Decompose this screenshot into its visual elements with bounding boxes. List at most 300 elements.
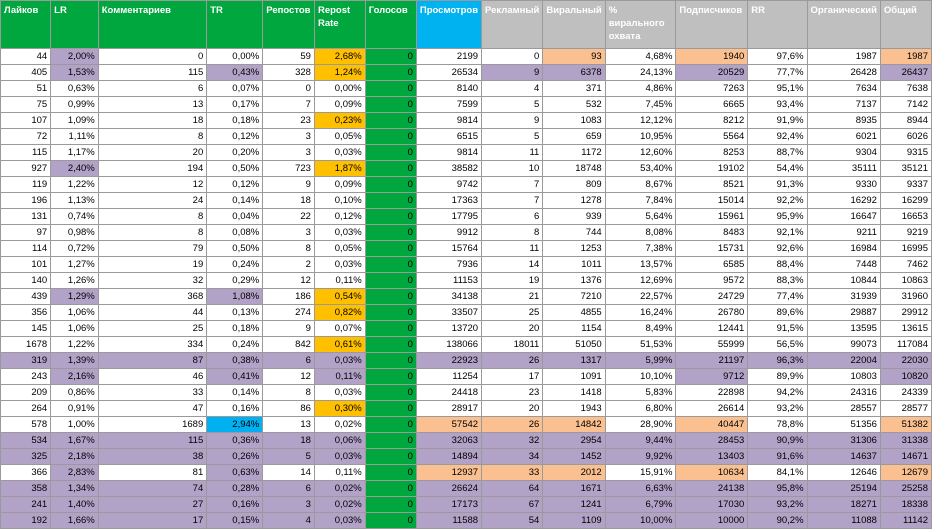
column-header[interactable]: TR bbox=[207, 1, 263, 49]
table-cell[interactable]: 2,83% bbox=[51, 465, 99, 481]
table-cell[interactable]: 44 bbox=[98, 305, 206, 321]
table-cell[interactable]: 9219 bbox=[880, 225, 931, 241]
table-cell[interactable]: 11142 bbox=[880, 513, 931, 529]
table-cell[interactable]: 25 bbox=[482, 305, 543, 321]
table-cell[interactable]: 20529 bbox=[676, 65, 748, 81]
table-cell[interactable]: 0,02% bbox=[314, 497, 365, 513]
table-cell[interactable]: 8,67% bbox=[605, 177, 676, 193]
table-cell[interactable]: 64 bbox=[482, 481, 543, 497]
table-cell[interactable]: 325 bbox=[1, 449, 51, 465]
table-cell[interactable]: 0,24% bbox=[207, 257, 263, 273]
table-cell[interactable]: 33 bbox=[98, 385, 206, 401]
table-cell[interactable]: 16647 bbox=[807, 209, 880, 225]
table-cell[interactable]: 8,49% bbox=[605, 321, 676, 337]
table-cell[interactable]: 96,3% bbox=[748, 353, 807, 369]
table-cell[interactable]: 5 bbox=[263, 449, 315, 465]
table-cell[interactable]: 0 bbox=[365, 385, 416, 401]
table-cell[interactable]: 40447 bbox=[676, 417, 748, 433]
table-cell[interactable]: 4855 bbox=[543, 305, 605, 321]
table-cell[interactable]: 0,91% bbox=[51, 401, 99, 417]
table-cell[interactable]: 33507 bbox=[416, 305, 481, 321]
table-cell[interactable]: 15,91% bbox=[605, 465, 676, 481]
table-cell[interactable]: 0,00% bbox=[207, 49, 263, 65]
table-cell[interactable]: 91,3% bbox=[748, 177, 807, 193]
table-cell[interactable]: 1011 bbox=[543, 257, 605, 273]
table-cell[interactable]: 91,9% bbox=[748, 113, 807, 129]
table-cell[interactable]: 319 bbox=[1, 353, 51, 369]
table-cell[interactable]: 10820 bbox=[880, 369, 931, 385]
table-cell[interactable]: 6515 bbox=[416, 129, 481, 145]
table-cell[interactable]: 0,05% bbox=[314, 129, 365, 145]
table-cell[interactable]: 17795 bbox=[416, 209, 481, 225]
table-cell[interactable]: 24729 bbox=[676, 289, 748, 305]
table-cell[interactable]: 1241 bbox=[543, 497, 605, 513]
table-cell[interactable]: 9912 bbox=[416, 225, 481, 241]
table-cell[interactable]: 54,4% bbox=[748, 161, 807, 177]
table-cell[interactable]: 21197 bbox=[676, 353, 748, 369]
table-cell[interactable]: 0,14% bbox=[207, 385, 263, 401]
table-cell[interactable]: 7936 bbox=[416, 257, 481, 273]
table-cell[interactable]: 91,5% bbox=[748, 321, 807, 337]
table-cell[interactable]: 1,22% bbox=[51, 177, 99, 193]
table-cell[interactable]: 368 bbox=[98, 289, 206, 305]
table-cell[interactable]: 51382 bbox=[880, 417, 931, 433]
table-cell[interactable]: 5 bbox=[482, 129, 543, 145]
table-cell[interactable]: 7142 bbox=[880, 97, 931, 113]
table-cell[interactable]: 87 bbox=[98, 353, 206, 369]
table-cell[interactable]: 7634 bbox=[807, 81, 880, 97]
table-cell[interactable]: 26614 bbox=[676, 401, 748, 417]
table-cell[interactable]: 8521 bbox=[676, 177, 748, 193]
table-cell[interactable]: 14637 bbox=[807, 449, 880, 465]
table-cell[interactable]: 10,00% bbox=[605, 513, 676, 529]
table-cell[interactable]: 24 bbox=[98, 193, 206, 209]
table-cell[interactable]: 0,38% bbox=[207, 353, 263, 369]
table-cell[interactable]: 0,61% bbox=[314, 337, 365, 353]
table-cell[interactable]: 77,4% bbox=[748, 289, 807, 305]
table-cell[interactable]: 15731 bbox=[676, 241, 748, 257]
table-cell[interactable]: 10,10% bbox=[605, 369, 676, 385]
table-cell[interactable]: 0,03% bbox=[314, 353, 365, 369]
table-cell[interactable]: 9315 bbox=[880, 145, 931, 161]
table-cell[interactable]: 93 bbox=[543, 49, 605, 65]
table-cell[interactable]: 16995 bbox=[880, 241, 931, 257]
table-cell[interactable]: 22923 bbox=[416, 353, 481, 369]
table-cell[interactable]: 72 bbox=[1, 129, 51, 145]
table-cell[interactable]: 0,03% bbox=[314, 513, 365, 529]
table-cell[interactable]: 0 bbox=[482, 49, 543, 65]
table-cell[interactable]: 114 bbox=[1, 241, 51, 257]
table-cell[interactable]: 0,03% bbox=[314, 257, 365, 273]
table-cell[interactable]: 12,60% bbox=[605, 145, 676, 161]
table-cell[interactable]: 6 bbox=[98, 81, 206, 97]
table-cell[interactable]: 0 bbox=[365, 337, 416, 353]
table-cell[interactable]: 1,09% bbox=[51, 113, 99, 129]
table-cell[interactable]: 0,03% bbox=[314, 385, 365, 401]
table-cell[interactable]: 13595 bbox=[807, 321, 880, 337]
table-cell[interactable]: 1,08% bbox=[207, 289, 263, 305]
table-cell[interactable]: 51 bbox=[1, 81, 51, 97]
table-cell[interactable]: 0 bbox=[365, 513, 416, 529]
table-cell[interactable]: 86 bbox=[263, 401, 315, 417]
table-cell[interactable]: 0,26% bbox=[207, 449, 263, 465]
table-cell[interactable]: 0,17% bbox=[207, 97, 263, 113]
table-cell[interactable]: 88,4% bbox=[748, 257, 807, 273]
table-cell[interactable]: 22030 bbox=[880, 353, 931, 369]
table-cell[interactable]: 18748 bbox=[543, 161, 605, 177]
table-cell[interactable]: 264 bbox=[1, 401, 51, 417]
table-cell[interactable]: 1,00% bbox=[51, 417, 99, 433]
table-cell[interactable]: 328 bbox=[263, 65, 315, 81]
table-cell[interactable]: 5 bbox=[482, 97, 543, 113]
table-cell[interactable]: 67 bbox=[482, 497, 543, 513]
column-header[interactable]: RR bbox=[748, 1, 807, 49]
table-cell[interactable]: 0,82% bbox=[314, 305, 365, 321]
table-cell[interactable]: 1109 bbox=[543, 513, 605, 529]
table-cell[interactable]: 131 bbox=[1, 209, 51, 225]
table-cell[interactable]: 8212 bbox=[676, 113, 748, 129]
table-cell[interactable]: 6 bbox=[263, 481, 315, 497]
table-cell[interactable]: 22 bbox=[263, 209, 315, 225]
table-cell[interactable]: 24138 bbox=[676, 481, 748, 497]
table-cell[interactable]: 15014 bbox=[676, 193, 748, 209]
table-cell[interactable]: 0,23% bbox=[314, 113, 365, 129]
table-cell[interactable]: 26437 bbox=[880, 65, 931, 81]
table-cell[interactable]: 0,98% bbox=[51, 225, 99, 241]
table-cell[interactable]: 56,5% bbox=[748, 337, 807, 353]
table-cell[interactable]: 99073 bbox=[807, 337, 880, 353]
table-cell[interactable]: 88,7% bbox=[748, 145, 807, 161]
table-cell[interactable]: 6021 bbox=[807, 129, 880, 145]
table-cell[interactable]: 6665 bbox=[676, 97, 748, 113]
table-cell[interactable]: 101 bbox=[1, 257, 51, 273]
table-cell[interactable]: 0 bbox=[365, 321, 416, 337]
table-cell[interactable]: 7448 bbox=[807, 257, 880, 273]
table-cell[interactable]: 55999 bbox=[676, 337, 748, 353]
table-cell[interactable]: 17030 bbox=[676, 497, 748, 513]
table-cell[interactable]: 47 bbox=[98, 401, 206, 417]
table-cell[interactable]: 0 bbox=[365, 465, 416, 481]
table-cell[interactable]: 0 bbox=[365, 65, 416, 81]
table-cell[interactable]: 534 bbox=[1, 433, 51, 449]
table-cell[interactable]: 1987 bbox=[807, 49, 880, 65]
table-cell[interactable]: 5,99% bbox=[605, 353, 676, 369]
table-cell[interactable]: 10844 bbox=[807, 273, 880, 289]
table-cell[interactable]: 0,03% bbox=[314, 225, 365, 241]
table-cell[interactable]: 1940 bbox=[676, 49, 748, 65]
column-header[interactable]: Органический bbox=[807, 1, 880, 49]
table-cell[interactable]: 11088 bbox=[807, 513, 880, 529]
table-cell[interactable]: 0,99% bbox=[51, 97, 99, 113]
table-cell[interactable]: 119 bbox=[1, 177, 51, 193]
table-cell[interactable]: 7 bbox=[482, 177, 543, 193]
table-cell[interactable]: 25194 bbox=[807, 481, 880, 497]
table-cell[interactable]: 1091 bbox=[543, 369, 605, 385]
table-cell[interactable]: 31960 bbox=[880, 289, 931, 305]
table-cell[interactable]: 7,38% bbox=[605, 241, 676, 257]
table-cell[interactable]: 10634 bbox=[676, 465, 748, 481]
table-cell[interactable]: 6 bbox=[482, 209, 543, 225]
table-cell[interactable]: 9742 bbox=[416, 177, 481, 193]
table-cell[interactable]: 23 bbox=[482, 385, 543, 401]
table-cell[interactable]: 6026 bbox=[880, 129, 931, 145]
table-cell[interactable]: 145 bbox=[1, 321, 51, 337]
table-cell[interactable]: 7599 bbox=[416, 97, 481, 113]
table-cell[interactable]: 84,1% bbox=[748, 465, 807, 481]
table-cell[interactable]: 0,86% bbox=[51, 385, 99, 401]
table-cell[interactable]: 32 bbox=[98, 273, 206, 289]
table-cell[interactable]: 7462 bbox=[880, 257, 931, 273]
table-cell[interactable]: 356 bbox=[1, 305, 51, 321]
table-cell[interactable]: 2,94% bbox=[207, 417, 263, 433]
table-cell[interactable]: 31306 bbox=[807, 433, 880, 449]
table-cell[interactable]: 115 bbox=[98, 433, 206, 449]
table-cell[interactable]: 241 bbox=[1, 497, 51, 513]
table-cell[interactable]: 186 bbox=[263, 289, 315, 305]
table-cell[interactable]: 10803 bbox=[807, 369, 880, 385]
table-cell[interactable]: 1,22% bbox=[51, 337, 99, 353]
table-cell[interactable]: 15764 bbox=[416, 241, 481, 257]
table-cell[interactable]: 8 bbox=[263, 241, 315, 257]
table-cell[interactable]: 0,30% bbox=[314, 401, 365, 417]
table-cell[interactable]: 0,63% bbox=[51, 81, 99, 97]
table-cell[interactable]: 29887 bbox=[807, 305, 880, 321]
table-cell[interactable]: 24,13% bbox=[605, 65, 676, 81]
table-cell[interactable]: 34138 bbox=[416, 289, 481, 305]
table-cell[interactable]: 2 bbox=[263, 257, 315, 273]
table-cell[interactable]: 117084 bbox=[880, 337, 931, 353]
table-cell[interactable]: 12 bbox=[263, 369, 315, 385]
table-cell[interactable]: 51,53% bbox=[605, 337, 676, 353]
table-cell[interactable]: 59 bbox=[263, 49, 315, 65]
table-cell[interactable]: 12679 bbox=[880, 465, 931, 481]
table-cell[interactable]: 27 bbox=[98, 497, 206, 513]
table-cell[interactable]: 10 bbox=[482, 161, 543, 177]
table-cell[interactable]: 1418 bbox=[543, 385, 605, 401]
table-cell[interactable]: 0 bbox=[365, 209, 416, 225]
table-cell[interactable]: 0,43% bbox=[207, 65, 263, 81]
table-cell[interactable]: 25258 bbox=[880, 481, 931, 497]
table-cell[interactable]: 0 bbox=[365, 273, 416, 289]
table-cell[interactable]: 0,20% bbox=[207, 145, 263, 161]
table-cell[interactable]: 89,6% bbox=[748, 305, 807, 321]
table-cell[interactable]: 9814 bbox=[416, 145, 481, 161]
table-cell[interactable]: 9211 bbox=[807, 225, 880, 241]
table-cell[interactable]: 17 bbox=[98, 513, 206, 529]
table-cell[interactable]: 0 bbox=[365, 401, 416, 417]
table-cell[interactable]: 44 bbox=[1, 49, 51, 65]
table-cell[interactable]: 29912 bbox=[880, 305, 931, 321]
table-cell[interactable]: 4 bbox=[263, 513, 315, 529]
table-cell[interactable]: 19 bbox=[98, 257, 206, 273]
table-cell[interactable]: 22004 bbox=[807, 353, 880, 369]
table-cell[interactable]: 0,06% bbox=[314, 433, 365, 449]
table-cell[interactable]: 0,72% bbox=[51, 241, 99, 257]
table-cell[interactable]: 9712 bbox=[676, 369, 748, 385]
table-cell[interactable]: 8483 bbox=[676, 225, 748, 241]
table-cell[interactable]: 11254 bbox=[416, 369, 481, 385]
table-cell[interactable]: 1253 bbox=[543, 241, 605, 257]
table-cell[interactable]: 12937 bbox=[416, 465, 481, 481]
table-cell[interactable]: 0 bbox=[365, 161, 416, 177]
table-cell[interactable]: 8 bbox=[482, 225, 543, 241]
table-cell[interactable]: 4,68% bbox=[605, 49, 676, 65]
table-cell[interactable]: 1154 bbox=[543, 321, 605, 337]
table-cell[interactable]: 1987 bbox=[880, 49, 931, 65]
table-cell[interactable]: 26624 bbox=[416, 481, 481, 497]
table-cell[interactable]: 12441 bbox=[676, 321, 748, 337]
table-cell[interactable]: 9,44% bbox=[605, 433, 676, 449]
table-cell[interactable]: 18338 bbox=[880, 497, 931, 513]
table-cell[interactable]: 2954 bbox=[543, 433, 605, 449]
table-cell[interactable]: 0,18% bbox=[207, 113, 263, 129]
table-cell[interactable]: 0 bbox=[365, 241, 416, 257]
table-cell[interactable]: 0,08% bbox=[207, 225, 263, 241]
table-cell[interactable]: 6,63% bbox=[605, 481, 676, 497]
table-cell[interactable]: 0,03% bbox=[314, 449, 365, 465]
table-cell[interactable]: 0 bbox=[263, 81, 315, 97]
table-cell[interactable]: 1,66% bbox=[51, 513, 99, 529]
table-cell[interactable]: 17 bbox=[482, 369, 543, 385]
table-cell[interactable]: 0,05% bbox=[314, 241, 365, 257]
table-cell[interactable]: 0 bbox=[365, 353, 416, 369]
table-cell[interactable]: 138066 bbox=[416, 337, 481, 353]
table-cell[interactable]: 1,67% bbox=[51, 433, 99, 449]
table-cell[interactable]: 8 bbox=[98, 209, 206, 225]
table-cell[interactable]: 0,10% bbox=[314, 193, 365, 209]
table-cell[interactable]: 16,24% bbox=[605, 305, 676, 321]
column-header[interactable]: Лайков bbox=[1, 1, 51, 49]
table-cell[interactable]: 92,4% bbox=[748, 129, 807, 145]
table-cell[interactable]: 723 bbox=[263, 161, 315, 177]
table-cell[interactable]: 0,50% bbox=[207, 161, 263, 177]
table-cell[interactable]: 9 bbox=[263, 177, 315, 193]
table-cell[interactable]: 35111 bbox=[807, 161, 880, 177]
table-cell[interactable]: 0,12% bbox=[207, 129, 263, 145]
table-cell[interactable]: 243 bbox=[1, 369, 51, 385]
table-cell[interactable]: 0,50% bbox=[207, 241, 263, 257]
table-cell[interactable]: 10,95% bbox=[605, 129, 676, 145]
table-cell[interactable]: 366 bbox=[1, 465, 51, 481]
table-cell[interactable]: 10863 bbox=[880, 273, 931, 289]
table-cell[interactable]: 744 bbox=[543, 225, 605, 241]
column-header[interactable]: Общий bbox=[880, 1, 931, 49]
table-cell[interactable]: 8 bbox=[98, 129, 206, 145]
table-cell[interactable]: 0 bbox=[365, 113, 416, 129]
table-cell[interactable]: 0,09% bbox=[314, 97, 365, 113]
table-cell[interactable]: 0,04% bbox=[207, 209, 263, 225]
table-cell[interactable]: 7 bbox=[482, 193, 543, 209]
table-cell[interactable]: 9304 bbox=[807, 145, 880, 161]
table-cell[interactable]: 88,3% bbox=[748, 273, 807, 289]
table-cell[interactable]: 6378 bbox=[543, 65, 605, 81]
table-cell[interactable]: 0,16% bbox=[207, 401, 263, 417]
table-cell[interactable]: 3 bbox=[263, 497, 315, 513]
table-cell[interactable]: 38582 bbox=[416, 161, 481, 177]
table-cell[interactable]: 0 bbox=[365, 129, 416, 145]
table-cell[interactable]: 0 bbox=[365, 225, 416, 241]
table-cell[interactable]: 13403 bbox=[676, 449, 748, 465]
table-cell[interactable]: 578 bbox=[1, 417, 51, 433]
table-cell[interactable]: 0,28% bbox=[207, 481, 263, 497]
table-cell[interactable]: 7 bbox=[263, 97, 315, 113]
table-cell[interactable]: 20 bbox=[98, 145, 206, 161]
table-cell[interactable]: 89,9% bbox=[748, 369, 807, 385]
table-cell[interactable]: 28577 bbox=[880, 401, 931, 417]
table-cell[interactable]: 16984 bbox=[807, 241, 880, 257]
table-cell[interactable]: 0,74% bbox=[51, 209, 99, 225]
table-cell[interactable]: 0 bbox=[365, 177, 416, 193]
table-cell[interactable]: 7,45% bbox=[605, 97, 676, 113]
table-cell[interactable]: 26780 bbox=[676, 305, 748, 321]
table-cell[interactable]: 1,17% bbox=[51, 145, 99, 161]
table-cell[interactable]: 92,6% bbox=[748, 241, 807, 257]
table-cell[interactable]: 90,9% bbox=[748, 433, 807, 449]
table-cell[interactable]: 18 bbox=[263, 433, 315, 449]
table-cell[interactable]: 5,83% bbox=[605, 385, 676, 401]
table-cell[interactable]: 2,00% bbox=[51, 49, 99, 65]
table-cell[interactable]: 1,11% bbox=[51, 129, 99, 145]
table-cell[interactable]: 97,6% bbox=[748, 49, 807, 65]
table-cell[interactable]: 12,69% bbox=[605, 273, 676, 289]
table-cell[interactable]: 115 bbox=[98, 65, 206, 81]
table-cell[interactable]: 11 bbox=[482, 145, 543, 161]
table-cell[interactable]: 5564 bbox=[676, 129, 748, 145]
table-cell[interactable]: 1689 bbox=[98, 417, 206, 433]
table-cell[interactable]: 7210 bbox=[543, 289, 605, 305]
table-cell[interactable]: 93,2% bbox=[748, 497, 807, 513]
table-cell[interactable]: 6,79% bbox=[605, 497, 676, 513]
table-cell[interactable]: 358 bbox=[1, 481, 51, 497]
table-cell[interactable]: 8 bbox=[263, 385, 315, 401]
table-cell[interactable]: 0,18% bbox=[207, 321, 263, 337]
table-cell[interactable]: 2012 bbox=[543, 465, 605, 481]
table-cell[interactable]: 140 bbox=[1, 273, 51, 289]
table-cell[interactable]: 9,92% bbox=[605, 449, 676, 465]
table-cell[interactable]: 842 bbox=[263, 337, 315, 353]
table-cell[interactable]: 0,41% bbox=[207, 369, 263, 385]
table-cell[interactable]: 11588 bbox=[416, 513, 481, 529]
table-cell[interactable]: 0,00% bbox=[314, 81, 365, 97]
column-header[interactable]: LR bbox=[51, 1, 99, 49]
table-cell[interactable]: 107 bbox=[1, 113, 51, 129]
table-cell[interactable]: 17363 bbox=[416, 193, 481, 209]
table-cell[interactable]: 6585 bbox=[676, 257, 748, 273]
table-cell[interactable]: 1943 bbox=[543, 401, 605, 417]
table-cell[interactable]: 0,15% bbox=[207, 513, 263, 529]
table-cell[interactable]: 75 bbox=[1, 97, 51, 113]
table-cell[interactable]: 28,90% bbox=[605, 417, 676, 433]
table-cell[interactable]: 24418 bbox=[416, 385, 481, 401]
table-cell[interactable]: 0 bbox=[365, 369, 416, 385]
table-cell[interactable]: 92,1% bbox=[748, 225, 807, 241]
table-cell[interactable]: 11 bbox=[482, 241, 543, 257]
table-cell[interactable]: 0,03% bbox=[314, 145, 365, 161]
table-cell[interactable]: 1,29% bbox=[51, 289, 99, 305]
table-cell[interactable]: 1,24% bbox=[314, 65, 365, 81]
table-cell[interactable]: 13 bbox=[98, 97, 206, 113]
table-cell[interactable]: 26 bbox=[482, 417, 543, 433]
table-cell[interactable]: 12 bbox=[263, 273, 315, 289]
table-cell[interactable]: 14671 bbox=[880, 449, 931, 465]
table-cell[interactable]: 57542 bbox=[416, 417, 481, 433]
table-cell[interactable]: 18011 bbox=[482, 337, 543, 353]
column-header[interactable]: % вирального охвата bbox=[605, 1, 676, 49]
table-cell[interactable]: 2,68% bbox=[314, 49, 365, 65]
table-cell[interactable]: 97 bbox=[1, 225, 51, 241]
table-cell[interactable]: 53,40% bbox=[605, 161, 676, 177]
table-cell[interactable]: 21 bbox=[482, 289, 543, 305]
